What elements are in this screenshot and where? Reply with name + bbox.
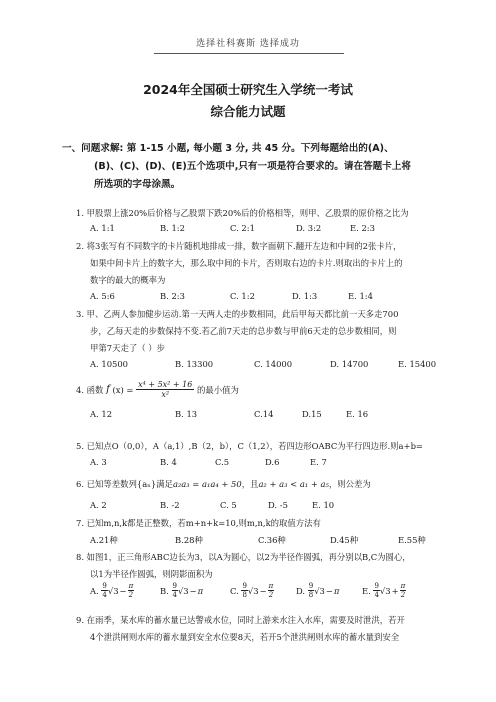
q5-option-c: C.5 (215, 457, 230, 467)
question-8-text-line2: 以1为半径作圆弧，则阴影面积为 (90, 569, 213, 579)
q7-option-b: B.28种 (175, 535, 203, 545)
q3-option-a: A. 10500 (90, 359, 129, 369)
q4-option-b: B. 13 (175, 409, 198, 419)
q5-option-d: D.6 (265, 457, 280, 467)
question-2-text-line1: 2. 将3张写有不同数字的卡片随机地排成一排，数字面朝下.翻开左边和中间的2张卡片， (76, 241, 402, 251)
q6-option-b: B. -2 (160, 500, 180, 510)
q6-condition-2: a₂ + a₃ < a₁ + a₅ (258, 479, 329, 489)
q1-option-c: C. 2:1 (230, 223, 255, 233)
header-rule (154, 53, 344, 54)
q8-option-b: B. $\frac{9}{4}√3-\pi$ (160, 582, 204, 599)
exam-subtitle: 综合能力试题 (210, 104, 286, 119)
q8-option-d: D. $\frac{9}{8}√3-\pi$ (296, 582, 340, 599)
q7-option-c: C.36种 (258, 535, 286, 545)
section-heading-line3: 所选项的字母涂黑。 (94, 179, 181, 190)
question-5-text: 5. 已知点O（0,0），A（a,1）,B（2，b），C（1,2），若四边形OABC为平行四边形.则a+b= (76, 441, 423, 451)
q4-option-c: C.14 (254, 409, 274, 419)
q4-suffix: 的最小值为 (197, 384, 239, 395)
running-header: 选择社科赛斯 选择成功 (196, 39, 300, 49)
question-1-text: 1. 甲股票上涨20%后价格与乙股票下跌20%后的价格相等，则甲、乙股票的原价格之比为 (76, 208, 409, 218)
question-8-text-line1: 8. 如图1，正三角形ABC边长为3，以A为圆心，以2为半径作圆弧，再分别以B,C为圆心， (76, 552, 411, 562)
q8-option-c: C. $\frac{9}{8}√3-$ $\frac{\pi}{2}$ (230, 582, 274, 599)
q2-option-c: C. 1:2 (230, 291, 255, 301)
q4-option-e: E. 16 (346, 409, 369, 419)
q3-option-b: B. 13300 (175, 359, 214, 369)
q6-option-e: E. 10 (312, 500, 335, 510)
q6-suffix: ，则公差为 (328, 479, 371, 489)
q6-prefix: 6. 已知等差数列{aₙ}满足 (76, 479, 173, 489)
q4-option-d: D.15 (302, 409, 322, 419)
question-6-text (76, 478, 371, 490)
q6-option-a: A. 2 (90, 500, 107, 510)
q5-option-b: B. 4 (160, 457, 177, 467)
q4-fraction (136, 380, 194, 399)
q3-option-c: C. 14000 (254, 359, 293, 369)
q4-denominator: x² (161, 390, 170, 399)
q3-option-d: D. 14700 (330, 359, 369, 369)
q6-option-c: C. 5 (220, 500, 237, 510)
question-9-text-line2: 4个泄洪闸则水库的蓄水量到安全水位要8天，若开5个泄洪闸则水库的蓄水量到安全 (90, 632, 400, 642)
q8-option-a: A. $\frac{9}{4}√3-$ $\frac{\pi}{2}$ (90, 582, 134, 599)
exam-title: 2024年全国硕士研究生入学统一考试 (143, 82, 353, 97)
q6-mid: ，且 (241, 479, 259, 489)
q4-numerator: x⁴ + 5x² + 16 (138, 380, 193, 389)
section-heading-line1: 一、问题求解: 第 1-15 小题, 每小题 3 分, 共 45 分。下列每题给出的(A)、 (62, 143, 394, 154)
q4-function-arg: (x) = (112, 384, 134, 395)
q1-option-a: A. 1:1 (90, 223, 115, 233)
question-3-text-line2: 步，乙每天走的步数保持不变.若乙前7天走的总步数与甲前6天走的总步数相同，则 (90, 326, 397, 336)
question-3-text-line3: 甲第7天走了（ ）步 (90, 343, 165, 353)
q1-option-d: D. 3:2 (296, 223, 322, 233)
q2-option-d: D. 1:3 (292, 291, 318, 301)
q2-option-e: E. 1:4 (348, 291, 373, 301)
q2-option-a: A. 5:6 (90, 291, 115, 301)
q7-option-e: E.55种 (398, 535, 426, 545)
q7-option-d: D.45种 (330, 535, 359, 545)
q8-option-e: E. $\frac{9}{4}√3+$ $\frac{\pi}{2}$ (362, 582, 406, 599)
q5-option-a: A. 3 (90, 457, 107, 467)
q1-option-e: E. 2:3 (350, 223, 375, 233)
q3-option-e: E. 15400 (398, 359, 437, 369)
question-3-text-line1: 3. 甲、乙两人参加健步运动.第一天两人走的步数相同，此后甲每天都比前一天多走700 (76, 309, 399, 319)
q5-option-e: E. 7 (310, 457, 327, 467)
section-heading-line2: (B)、(C)、(D)、(E)五个选项中,只有一项是符合要求的。请在答题卡上将 (94, 161, 412, 172)
question-2-text-line3: 数字的最大的概率为 (90, 275, 166, 285)
q6-option-d: D. -5 (268, 500, 288, 510)
q4-function-name: f (106, 384, 110, 395)
q6-condition-1: a₂a₃ = a₁a₄ + 50 (172, 479, 242, 489)
q1-option-b: B. 1:2 (160, 223, 185, 233)
q7-option-a: A.21种 (90, 535, 118, 545)
question-4-text (76, 380, 239, 399)
question-7-text: 7. 已知m,n,k都是正整数，若m+n+k=10,则m,n,k的取值方法有 (76, 518, 321, 528)
q4-option-a: A. 12 (90, 409, 113, 419)
question-9-text-line1: 9. 在雨季，某水库的蓄水量已达警戒水位，同时上游来水注入水库，需要及时泄洪，若开 (76, 615, 405, 625)
question-2-text-line2: 如果中间卡片上的数字大，那么取中间的卡片，否则取右边的卡片.则取出的卡片上的 (90, 258, 403, 268)
q2-option-b: B. 2:3 (160, 291, 185, 301)
q4-prefix: 4. 函数 (76, 384, 104, 395)
